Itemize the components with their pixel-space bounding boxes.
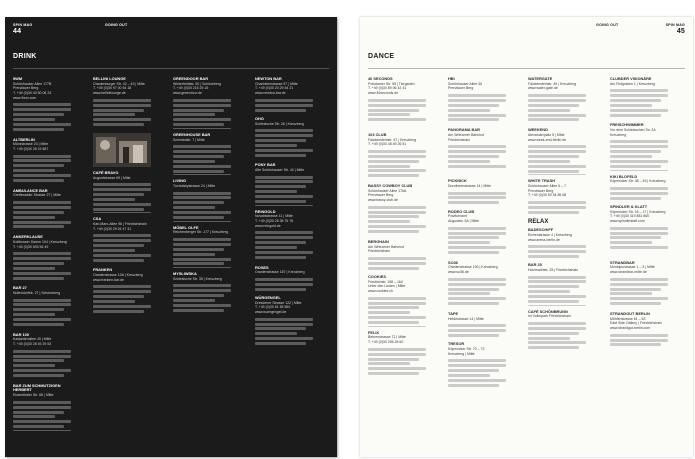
listing-line: Alexanderplatz 5 | Mitte <box>528 132 565 137</box>
listing-line: Novalisstrasse 11 | Mitte <box>255 214 293 219</box>
listing <box>255 266 313 292</box>
listing-line: Am Flutgraben 1 | Kreuzberg <box>610 81 655 86</box>
listing <box>448 77 506 124</box>
listing-line: www.water-gate.de <box>528 86 558 91</box>
listing-description <box>93 232 151 264</box>
listing-description <box>255 127 313 159</box>
listing-line: T. +49 (0)30 50 34 86 68 <box>528 193 567 198</box>
listing-line: T. +49 (0)30 48 49 26 51 <box>368 142 407 147</box>
listing-line: Friedrichstr. 158 – 164 <box>368 279 403 284</box>
listing <box>528 263 586 305</box>
listing <box>610 312 668 348</box>
listing <box>93 171 151 213</box>
listing-line: Oranienstrasse 19A | Kreuzberg <box>93 273 143 278</box>
listing-description <box>448 357 506 389</box>
listing <box>448 210 506 257</box>
listing-description <box>13 199 71 231</box>
listing <box>13 77 71 134</box>
listing-description <box>610 139 668 171</box>
listing-description <box>368 295 426 327</box>
listing-name: ROSES <box>255 264 269 270</box>
listing-description <box>610 185 668 201</box>
listing-line: Holzmarktstr. 25 | Friedrichshain <box>528 267 579 272</box>
listing-description <box>173 236 231 268</box>
listing-name: TRESOR <box>448 341 465 347</box>
listing-description <box>13 297 71 329</box>
listing-name: ALTBERLIN <box>13 136 35 142</box>
listing-line: Nollendorfstr. 27 | Schöneberg <box>13 290 61 295</box>
left-header <box>13 23 32 35</box>
divider <box>368 68 685 69</box>
listing-description <box>173 143 231 175</box>
listing-name: BAR ZUM SCHMUTZIGEN HERBERT <box>13 382 61 393</box>
right-section-label: GOING OUT <box>596 23 619 27</box>
listing-name: WEEKEND <box>528 127 548 133</box>
listing-line: www.newton-bar.de <box>255 91 286 96</box>
listing-description <box>368 346 426 378</box>
listing-description <box>93 181 151 213</box>
listing-line: T. +49 (0)30 89 06 42 41 <box>368 86 407 91</box>
listing-line: Köpenicker Str. 48 – 49 | Kreuzberg <box>610 179 666 184</box>
listing <box>93 268 151 315</box>
listing <box>13 333 71 380</box>
listing-line: T. +49 (0)30 693 56 49 <box>13 244 49 249</box>
listing-line: www.franken-bar.de <box>93 277 124 282</box>
listing <box>368 77 426 129</box>
listing <box>13 384 71 431</box>
listing-name: KIKI BLOFELD <box>610 173 638 179</box>
left-page-number: 44 <box>13 28 22 36</box>
listing-description <box>528 274 586 306</box>
listing-name: CAFÉ BRAVO <box>93 169 119 175</box>
listing-name: WHITE TRASH <box>528 178 556 184</box>
listing-name: MYSLIWSKA <box>173 271 197 277</box>
listing-line: Falckensteinstr. 47 | Kreuzberg <box>368 137 417 142</box>
listing-name: HBI <box>448 77 455 81</box>
listing <box>528 179 586 215</box>
listing <box>528 128 586 175</box>
listing-line: Monbijoustrasse 1 – 3 | Mitte <box>610 265 655 270</box>
listing-name: 40 SECONDS <box>368 77 393 81</box>
listing-line: Vor dem Schlesischen Tor 2A <box>610 128 656 133</box>
listing-description <box>93 97 151 129</box>
listing-description <box>610 225 668 257</box>
left-column-4 <box>255 77 313 453</box>
listing-name: OHO <box>255 115 264 121</box>
listing-description <box>13 153 71 185</box>
listing <box>173 272 231 314</box>
listing-description <box>13 102 71 134</box>
listing-line: Behrenstrasse 72 | Mitte <box>368 335 406 340</box>
listing-line: Kastanienallee 49 | Mitte <box>13 337 52 342</box>
listing-line: Charlottenstrasse 57 | Mitte <box>255 81 298 86</box>
listing-line: T. +49 (0)30 61 55 560 <box>255 305 291 310</box>
listing-description <box>448 92 506 124</box>
listing-line: www.spindlerklatt.com <box>610 219 645 224</box>
listing-description <box>173 97 231 129</box>
listing-name: STRANDBAR <box>610 259 635 265</box>
listing-description <box>13 348 71 380</box>
listing-line: Karl-Marx-Allee 96 | Friedrichshain <box>93 221 147 226</box>
listing-description <box>528 199 586 215</box>
listing-description <box>448 276 506 308</box>
listing-line: Schmiedstr. 7 | Mitte <box>173 137 205 142</box>
listing-line: T. +49 (0)30 29 04 47 41 <box>93 226 132 231</box>
listing-name: WÜRGENGEL <box>255 294 281 300</box>
listing-line: Schlesische Str. 26 | Kreuzberg <box>255 121 304 126</box>
left-magazine: SPIN MAG <box>13 23 33 27</box>
listing-line: Kreuzberg <box>610 132 627 137</box>
listing-line: Kottbusser Damm 104 | Kreuzberg <box>13 239 67 244</box>
listing-line: Auguststr. 5A | Mitte <box>448 219 480 224</box>
listing-line: Oranienstrasse 190 | Kreuzberg <box>448 265 498 270</box>
listing-line: www.cookies.ch <box>368 289 393 294</box>
listing <box>368 331 426 378</box>
listing-description <box>255 276 313 292</box>
listing-line: Oranienstrasse 187 | Kreuzberg <box>255 270 305 275</box>
listing <box>448 312 506 338</box>
listing-line: T. +49 (0)30 28 38 76 76 <box>255 219 294 224</box>
listing <box>13 286 71 328</box>
listing-line: Dorotheenstrasse 14 | Mitte <box>448 183 491 188</box>
listing-line: Schlesische Str. 35 | Kreuzberg <box>173 276 222 281</box>
listing <box>368 240 426 271</box>
right-page <box>360 17 693 457</box>
listing-line: im Volkspark Friedrichshain <box>528 314 571 319</box>
listing <box>93 77 151 129</box>
listing <box>528 77 586 124</box>
listing-name: PICKNICK <box>448 178 467 184</box>
listing-name: SO36 <box>448 259 458 265</box>
listing <box>528 310 586 352</box>
listing-line: Auguststrasse 69 | Mitte <box>93 175 131 180</box>
listing-line: Postfuhramt <box>448 214 467 219</box>
listing-description <box>255 230 313 262</box>
listing-name: LIVING <box>173 178 186 184</box>
listing <box>610 175 668 201</box>
listing-description <box>528 320 586 352</box>
listing <box>448 128 506 175</box>
listing-line: Schönhauser Allee 6 – 7 <box>528 183 566 188</box>
listing-description <box>610 276 668 308</box>
listing-description <box>173 190 231 222</box>
listing-line: Tucholskystrasse 24 | Mitte <box>173 183 216 188</box>
listing-description <box>13 399 71 431</box>
listing-line: Schönhauser Allee 177B <box>13 81 52 86</box>
listing-name: BAR 27 <box>13 285 27 291</box>
listing <box>255 77 313 113</box>
relax-title: RELAX <box>528 219 549 226</box>
listing-line: T. +49 (0)30 28 49 29 53 <box>13 342 52 347</box>
listing-line: Dresdener Strasse 122 | Mitte <box>255 300 302 305</box>
left-column-3 <box>173 77 231 453</box>
listing <box>173 133 231 175</box>
listing-name: BERGHAIN <box>368 238 389 244</box>
listing-line: T. +49 (0)30 206 28 60 <box>368 340 404 345</box>
listing-name: FELIX <box>368 329 380 335</box>
listing <box>610 77 668 119</box>
listing-line: Köpenicker Str. 70 – 73 <box>448 347 485 351</box>
listing-line: www.40seconds.de <box>368 91 399 96</box>
listing-name: RODEO CLUB <box>448 208 475 214</box>
listing-description <box>528 243 586 259</box>
listing-line: www.so36.de <box>448 270 469 275</box>
listing-name: 103 CLUB <box>368 131 387 137</box>
listing-description <box>448 322 506 338</box>
listing-name: CAFÉ SCHÖNBRUNN <box>528 308 568 314</box>
listing-name: STRANDGUT BERLIN <box>610 310 650 316</box>
listing-line: www.bellinilounge.de <box>93 91 126 96</box>
listing <box>173 226 231 268</box>
listing-line: T. +49 (0)30 28 19 687 <box>13 146 49 151</box>
listing-name: GREENHOUSE BAR <box>173 131 211 137</box>
right-header <box>666 23 685 35</box>
listing-line: www.reingold.de <box>255 223 281 228</box>
listing-line: T. +49 (0)30 20 29 54 21 <box>255 86 294 91</box>
left-column-2 <box>93 77 151 453</box>
listing-name: REINGOLD <box>255 208 276 214</box>
listing-name: FREISCHWIMMER <box>610 122 644 128</box>
listing-description <box>368 255 426 271</box>
listing-description <box>528 143 586 175</box>
listing-line: Winterfeldtstr. 50 | Schöneberg <box>173 81 221 86</box>
listing-description <box>93 284 151 316</box>
listing-line: Am Wriezener Bahnhof <box>368 244 405 249</box>
listing <box>528 228 586 259</box>
listing-description <box>528 92 586 124</box>
listing-line: Friedrichshain <box>368 249 390 254</box>
listing-line: Unter den Linden | Mitte <box>368 284 406 289</box>
listing-line: Potsdamer Str. 58 | Tiergarten <box>368 81 415 86</box>
listing-line: Schönhauser Allee 36 <box>448 81 483 86</box>
listing-line: www.wuergengel.de <box>255 310 287 315</box>
left-page <box>5 17 337 457</box>
listing-line: Am Wriezener Bahnhof <box>448 132 485 137</box>
listing-name: BAR 25 <box>528 262 542 268</box>
left-section-label: GOING OUT <box>105 23 128 27</box>
listing <box>448 261 506 308</box>
listing-line: Prenzlauer Berg <box>448 86 474 91</box>
listing-line: Schönhauser Allee 176A <box>368 188 407 193</box>
drink-title: DRINK <box>13 53 37 60</box>
listing-name: 9WM <box>13 77 23 81</box>
listing <box>255 163 313 205</box>
listing-line: T. +49 (0)30 319 881 860 <box>610 214 650 219</box>
right-column-1 <box>368 77 426 453</box>
listing-line: Kreuzberg | Mitte <box>448 351 475 356</box>
bar-photo <box>93 133 151 167</box>
listing <box>368 133 426 180</box>
listing-line: www.greendoor.de <box>173 91 202 96</box>
right-column-3 <box>528 77 586 453</box>
listing <box>13 138 71 185</box>
listing-line: Prenzlauer Berg <box>528 188 554 193</box>
listing-name: BASSY COWBOY CLUB <box>368 182 413 188</box>
listing-name: BELLINI LOUNGE <box>93 77 126 81</box>
listing-line: Köpenicker Str. 16 – 17 | Kreuzberg <box>610 209 666 214</box>
listing-description <box>255 97 313 113</box>
listing <box>368 275 426 327</box>
listing-description <box>255 174 313 206</box>
listing-line: East Side Gallery | Friedrichshain <box>610 321 662 326</box>
listing-line: T. +49 (0)30 97 00 54 18 <box>93 86 132 91</box>
listing-description <box>368 148 426 180</box>
listing-name: COOKIES <box>368 273 386 279</box>
listing-description <box>173 282 231 314</box>
right-column-4 <box>610 77 668 453</box>
listing-line: www.week-end-berlin.de <box>528 137 567 142</box>
listing <box>610 261 668 308</box>
left-column-1 <box>13 77 71 453</box>
listing-line: www.strandgut-berlin.com <box>610 326 651 331</box>
listing-name: ANKERKLAUSE <box>13 234 43 240</box>
listing <box>255 296 313 348</box>
listing-line: Reichenberger Str. 177 | Kreuzberg <box>173 230 228 235</box>
listing-name: GREENDOOR BAR <box>173 77 209 81</box>
listing-name: CSA <box>93 216 102 222</box>
listing-description <box>13 250 71 282</box>
listing-line: Rosenthaler Str. 68 | Mitte <box>13 393 54 398</box>
listing <box>368 184 426 236</box>
listing <box>448 179 506 205</box>
listing-name: SPINDLER & KLATT <box>610 203 648 209</box>
listing-line: Oranienburger Str. 42 – 43 | Mitte <box>93 81 145 86</box>
listing-line: Heidestrasse 14 | Mitte <box>448 316 484 321</box>
listing <box>448 342 506 389</box>
listing-name: MÖBEL OLFE <box>173 224 199 230</box>
listing <box>93 217 151 264</box>
listing-description <box>448 190 506 206</box>
listing-name: PANORAMA BAR <box>448 127 480 133</box>
listing-name: CLUBDER VISIONÄRE <box>610 77 652 81</box>
listing-line: www.bassy-club.de <box>368 198 398 203</box>
listing-line: www.arena-berlin.de <box>528 237 560 242</box>
listing <box>173 179 231 221</box>
listing-name: BADESCHIFF <box>528 227 554 233</box>
listing-name: PONY BAR <box>255 162 276 168</box>
listing-name: TAPE <box>448 310 459 316</box>
dance-title: DANCE <box>368 53 395 60</box>
right-magazine: SPIN MAG <box>665 23 685 27</box>
listing-line: Greifswalder Strasse 27 | Mitte <box>13 193 61 198</box>
listing <box>255 210 313 262</box>
right-column-2 <box>448 77 506 453</box>
listing-name: FRANKEN <box>93 267 113 273</box>
listing-line: Falckensteinstr. 49 | Kreuzberg <box>528 81 577 86</box>
listing-description <box>448 143 506 175</box>
listing-description <box>368 97 426 129</box>
listing <box>173 77 231 129</box>
listing <box>13 189 71 231</box>
listing-line: Prenzlauer Berg <box>13 86 39 91</box>
right-page-number: 45 <box>676 28 685 36</box>
listing <box>610 123 668 170</box>
listing-line: Alte Schönhauser Str. 44 | Mitte <box>255 167 305 172</box>
listing <box>255 117 313 159</box>
listing-description <box>610 332 668 348</box>
listing-name: WATERGATE <box>528 77 553 81</box>
listing-name: BAR 100 <box>13 331 30 337</box>
listing-line: Münzstrasse 23 | Mitte <box>13 142 49 147</box>
listing-line: www.9wm.com <box>13 95 37 100</box>
listing <box>610 205 668 257</box>
listing-name: AMBULANCE BAR <box>13 187 48 193</box>
listing-description <box>368 204 426 236</box>
listing-line: Friedrichshain <box>448 137 470 142</box>
listing-line: T. +49 (0)30 40 50 06 24 <box>13 91 52 96</box>
listing-line: Prenzlauer Berg <box>368 193 394 198</box>
listing-description <box>610 87 668 119</box>
listing-description <box>448 225 506 257</box>
listing-line: T. +49 (0)30 215 25 15 <box>173 86 209 91</box>
listing-name: NEWTON BAR <box>255 77 282 81</box>
listing-description <box>255 316 313 348</box>
listing-line: Mühlenstrasse 61 – 63 <box>610 316 646 321</box>
listing-line: Eichenstrasse 4 | Kreuzberg <box>528 232 572 237</box>
listing <box>13 235 71 282</box>
listing-line: www.strandbar-mitte.de <box>610 270 647 275</box>
divider <box>13 68 329 69</box>
